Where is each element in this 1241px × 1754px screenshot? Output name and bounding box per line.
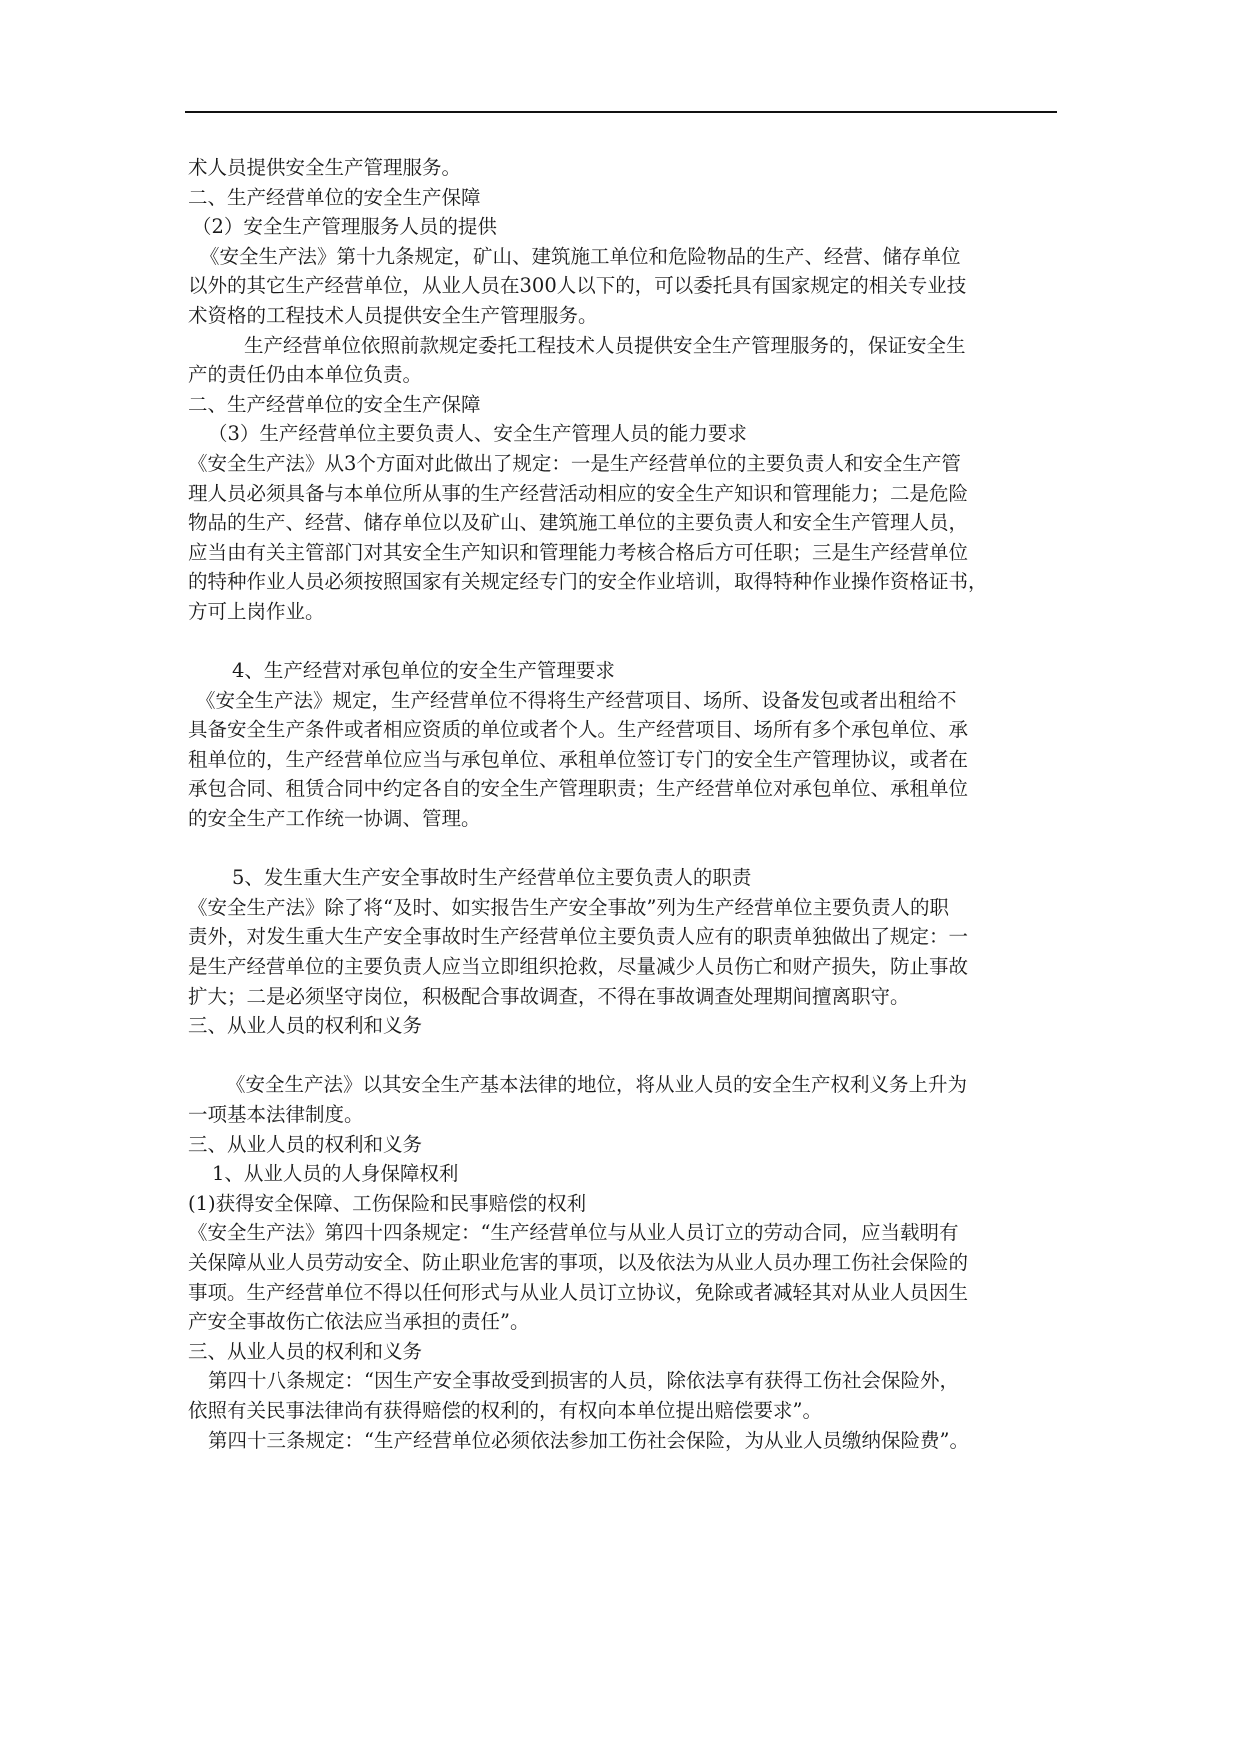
text-line: 二、生产经营单位的安全生产保障: [188, 392, 481, 416]
text-line: 的安全生产工作统一协调、管理。: [188, 807, 481, 831]
blank-line: [188, 627, 1060, 657]
text-line: 事项。生产经营单位不得以任何形式与从业人员订立协议，免除或者减轻其对从业人员因生: [188, 1280, 969, 1304]
blank-line: [188, 834, 1060, 864]
text-line: 5、发生重大生产安全事故时生产经营单位主要负责人的职责: [232, 866, 752, 890]
text-line: 一项基本法律制度。: [188, 1103, 364, 1126]
text-line: 《安全生产法》规定，生产经营单位不得将生产经营项目、场所、设备发包或者出租给不: [196, 688, 957, 712]
text-line: 《安全生产法》第四十四条规定：“生产经营单位与从业人员订立的劳动合同，应当载明有: [188, 1221, 959, 1245]
text-line: （3）生产经营单位主要负责人、安全生产管理人员的能力要求: [208, 422, 747, 446]
text-line: 《安全生产法》从3个方面对此做出了规定：一是生产经营单位的主要负责人和安全生产管: [188, 451, 961, 475]
text-line: 关保障从业人员劳动安全、防止职业危害的事项，以及依法为从业人员办理工伤社会保险的: [188, 1250, 969, 1274]
text-line: 以外的其它生产经营单位，从业人员在300人以下的，可以委托具有国家规定的相关专业技: [188, 274, 967, 298]
text-line: 术人员提供安全生产管理服务。: [188, 156, 462, 179]
text-line: 第四十八条规定：“因生产安全事故受到损害的人员，除依法享有获得工伤社会保险外，: [208, 1369, 959, 1393]
text-line: 租单位的，生产经营单位应当与承包单位、承租单位签订专门的安全生产管理协议，或者在: [188, 747, 969, 771]
text-line: 产安全事故伤亡依法应当承担的责任”。: [188, 1310, 530, 1334]
text-line: 《安全生产法》第十九条规定，矿山、建筑施工单位和危险物品的生产、经营、储存单位: [200, 244, 961, 268]
text-line: 《安全生产法》除了将“及时、如实报告生产安全事故”列为生产经营单位主要负责人的职: [188, 895, 949, 919]
text-line: 的特种作业人员必须按照国家有关规定经专门的安全作业培训，取得特种作业操作资格证书，: [188, 570, 988, 594]
text-line: 产的责任仍由本单位负责。: [188, 363, 423, 387]
document-body: [188, 153, 1060, 1455]
text-line: 具备安全生产条件或者相应资质的单位或者个人。生产经营项目、场所有多个承包单位、承: [188, 718, 969, 742]
text-line: 三、从业人员的权利和义务: [188, 1132, 423, 1156]
text-line: 扩大；二是必须坚守岗位，积极配合事故调查，不得在事故调查处理期间擅离职守。: [188, 984, 910, 1008]
text-line: （2）安全生产管理服务人员的提供: [192, 215, 497, 239]
text-line: 二、生产经营单位的安全生产保障: [188, 185, 481, 209]
blank-line: [188, 1041, 1060, 1071]
text-line: 是生产经营单位的主要负责人应当立即组织抢救，尽量减少人员伤亡和财产损失，防止事故: [188, 955, 969, 979]
text-line: 1、从业人员的人身保障权利: [212, 1162, 459, 1186]
text-line: 方可上岗作业。: [188, 599, 325, 623]
text-line: 第四十三条规定：“生产经营单位必须依法参加工伤社会保险，为从业人员缴纳保险费”。: [208, 1428, 969, 1452]
text-line: 应当由有关主管部门对其安全生产知识和管理能力考核合格后方可任职；三是生产经营单位: [188, 540, 969, 564]
header-rule: [185, 111, 1057, 113]
text-line: 物品的生产、经营、储存单位以及矿山、建筑施工单位的主要负责人和安全生产管理人员，: [188, 511, 969, 535]
text-line: 理人员必须具备与本单位所从事的生产经营活动相应的安全生产知识和管理能力；二是危险: [188, 481, 969, 505]
text-line: 责外，对发生重大生产安全事故时生产经营单位主要负责人应有的职责单独做出了规定：一: [188, 925, 969, 949]
text-line: 承包合同、租赁合同中约定各自的安全生产管理职责；生产经营单位对承包单位、承租单位: [188, 777, 969, 801]
text-line: (1)获得安全保障、工伤保险和民事赔偿的权利: [188, 1191, 587, 1215]
text-line: 生产经营单位依照前款规定委托工程技术人员提供安全生产管理服务的，保证安全生: [244, 333, 966, 357]
text-line: 依照有关民事法律尚有获得赔偿的权利的，有权向本单位提出赔偿要求”。: [188, 1398, 822, 1422]
text-line: 术资格的工程技术人员提供安全生产管理服务。: [188, 303, 598, 327]
text-line: 三、从业人员的权利和义务: [188, 1014, 423, 1038]
text-line: 4、生产经营对承包单位的安全生产管理要求: [232, 659, 615, 683]
text-line: 《安全生产法》以其安全生产基本法律的地位，将从业人员的安全生产权利义务上升为: [226, 1073, 968, 1097]
text-line: 三、从业人员的权利和义务: [188, 1339, 423, 1363]
